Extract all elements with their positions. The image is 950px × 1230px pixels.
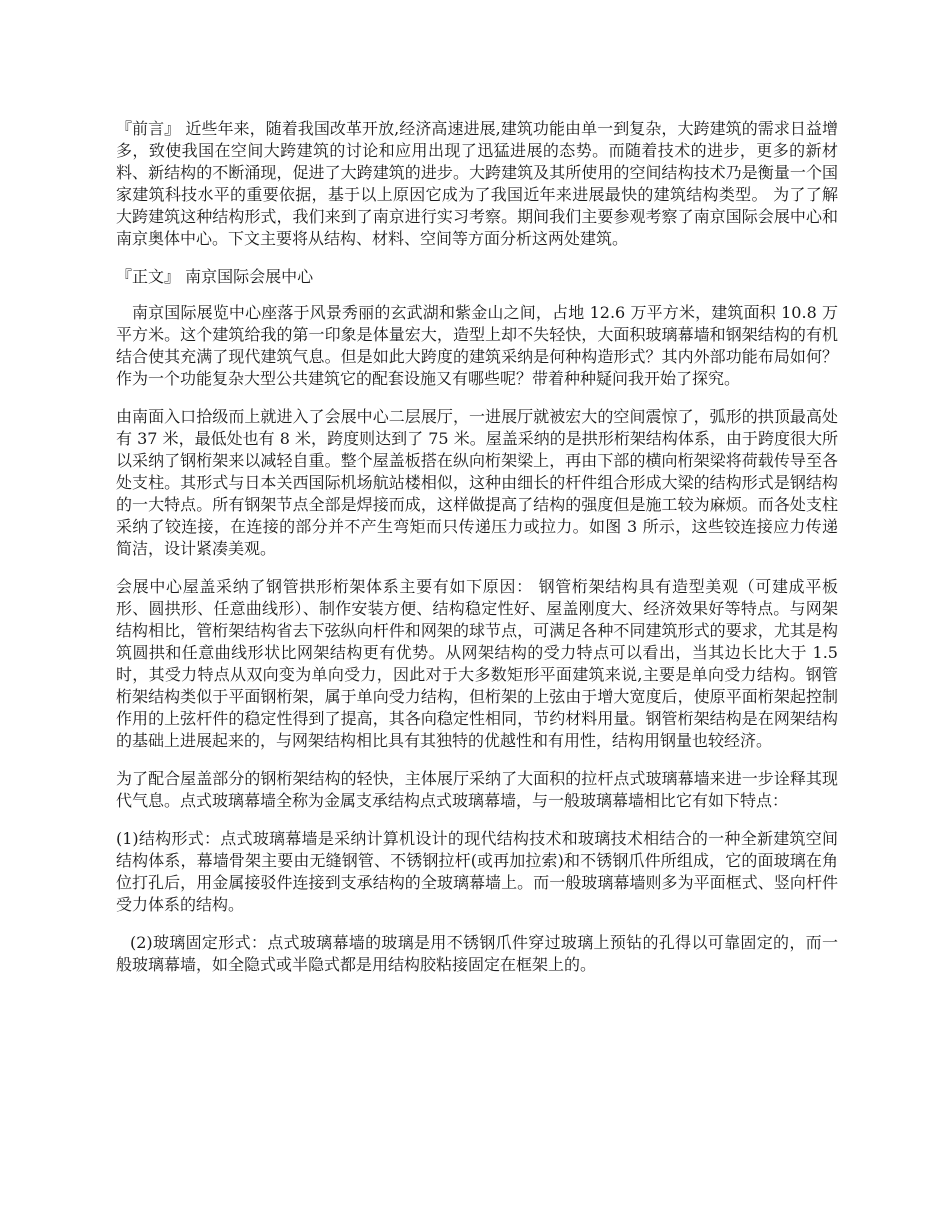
main-text-heading: 『正文』 南京国际会展中心 bbox=[116, 267, 314, 286]
steel-truss-reasons-paragraph: 会展中心屋盖采纳了钢管拱形桁架体系主要有如下原因： 钢管桁架结构具有造型美观（可建成平板形、圆拱形、任意曲线形）、制作安装方便、结构稳定性好、屋盖刚度大、经济效果好等特点。与网架结构相比，管桁架结构省去下弦纵向杆件和网架的球节点，可满足各种不同建筑形式的要求，尤其是构筑圆拱和任意曲线形状比网架结构更有优势。从网架结构的受力特点可以看出，当其边长比大于 1.5 时，其受力特点从双向变为单向受力，因此对于大多数矩形平面建筑来说,主要是单向受力结构。钢管桁架结构类似于平面钢桁架，属于单向受力结构，但桁架的上弦由于增大宽度后，使原平面桁架起控制作用的上弦杆件的稳定性得到了提高，其各向稳定性相同，节约材料用量。钢管桁架结构是在网架结构的基础上进展起来的，与网架结构相比具有其独特的优越性和有用性，结构用钢量也较经济。 bbox=[116, 577, 838, 750]
preface-paragraph: 『前言』 近些年来，随着我国改革开放,经济高速进展,建筑功能由单一到复杂，大跨建筑的需求日益增多，致使我国在空间大跨建筑的讨论和应用出现了迅猛进展的态势。而随着技术的进步，更多的新材料、新结构的不断涌现，促进了大跨建筑的进步。大跨建筑及其所使用的空间结构技术乃是衡量一个国家建筑科技水平的重要依据，基于以上原因它成为了我国近年来进展最快的建筑结构类型。 为了了解大跨建筑这种结构形式，我们来到了南京进行实习考察。期间我们主要参观考察了南京国际会展中心和南京奥体中心。下文主要将从结构、材料、空间等方面分析这两处建筑。 bbox=[116, 119, 838, 248]
exhibition-center-intro-paragraph: 南京国际展览中心座落于风景秀丽的玄武湖和紫金山之间，占地 12.6 万平方米，建筑面积 10.8 万平方米。这个建筑给我的第一印象是体量宏大，造型上却不失轻快，大面积玻璃幕墙和钢架结构的有机结合使其充满了现代建筑气息。但是如此大跨度的建筑采纳是何种构造形式？其内外部功能布局如何？ 作为一个功能复杂大型公共建筑它的配套设施又有哪些呢？带着种种疑问我开始了探究。 bbox=[116, 303, 838, 388]
structure-form-paragraph: (1)结构形式：点式玻璃幕墙是采纳计算机设计的现代结构技术和玻璃技术相结合的一种全新建筑空间结构体系，幕墙骨架主要由无缝钢管、不锈钢拉杆(或再加拉索)和不锈钢爪件所组成，它的面玻璃在角位打孔后，用金属接驳件连接到支承结构的全玻璃幕墙上。而一般玻璃幕墙则多为平面框式、竖向杆件受力体系的结构。 bbox=[116, 829, 838, 914]
glass-curtain-wall-paragraph: 为了配合屋盖部分的钢桁架结构的轻快，主体展厅采纳了大面积的拉杆点式玻璃幕墙来进一步诠释其现代气息。点式玻璃幕墙全称为金属支承结构点式玻璃幕墙，与一般玻璃幕墙相比它有如下特点： bbox=[116, 769, 838, 810]
exhibition-hall-structure-paragraph: 由南面入口拾级而上就进入了会展中心二层展厅，一进展厅就被宏大的空间震惊了，弧形的拱顶最高处有 37 米，最低处也有 8 米，跨度则达到了 75 米。屋盖采纳的是拱形桁架结构体系，由于跨度很大所以采纳了钢桁架来以减轻自重。整个屋盖板搭在纵向桁架梁上，再由下部的横向桁架梁将荷载传导至各处支柱。其形式与日本关西国际机场航站楼相似，这种由细长的杆件组合形成大梁的结构形式是钢结构的一大特点。所有钢架节点全部是焊接而成，这样做提高了结构的强度但是施工较为麻烦。而各处支柱采纳了铰连接，在连接的部分并不产生弯矩而只传递压力或拉力。如图 3 所示，这些铰连接应力传递简洁，设计紧凑美观。 bbox=[116, 407, 838, 558]
glass-fixing-form-paragraph: (2)玻璃固定形式：点式玻璃幕墙的玻璃是用不锈钢爪件穿过玻璃上预钻的孔得以可靠固定的，而一般玻璃幕墙，如全隐式或半隐式都是用结构胶粘接固定在框架上的。 bbox=[116, 933, 838, 974]
